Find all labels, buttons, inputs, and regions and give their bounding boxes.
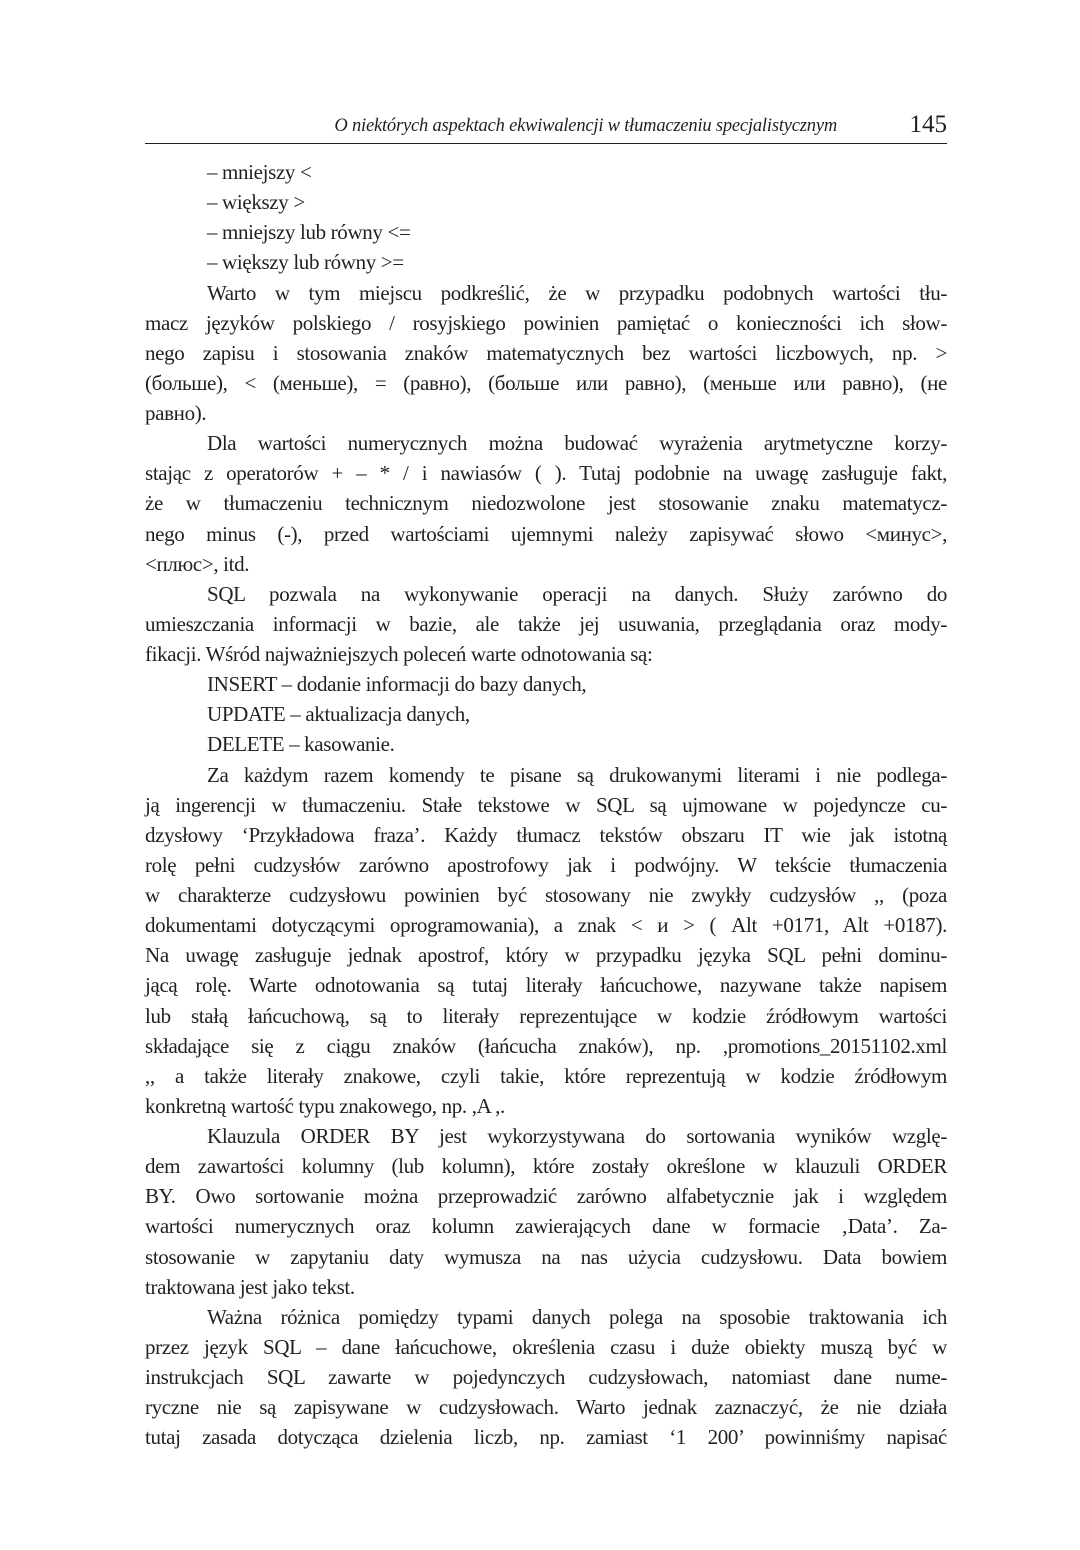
text-line: dem zawartości kolumny (lub kolumn), które zostały określone w klauzuli ORDER bbox=[145, 1154, 947, 1179]
page-body bbox=[145, 157, 947, 1452]
text-line: macz języków polskiego / rosyjskiego powinien pamiętać o konieczności ich słow- bbox=[145, 310, 947, 335]
text-line: <плюс>, itd. bbox=[145, 551, 250, 576]
text-line: fikacji. Wśród najważniejszych poleceń warte odnotowania są: bbox=[145, 642, 653, 666]
text-line: ,, a także literały znakowe, czyli takie, które reprezentują w kodzie źródłowym bbox=[145, 1063, 947, 1088]
text-line: wartości numerycznych oraz kolumn zawierających dane w formacie ‚Data’. Za- bbox=[145, 1214, 947, 1239]
text-line: – mniejszy < bbox=[207, 160, 312, 184]
list-item bbox=[145, 157, 947, 187]
text-line: że w tłumaczeniu technicznym niedozwolone jest stosowanie znaku matematycz- bbox=[145, 491, 947, 516]
text-line: Dla wartości numerycznych można budować wyrażenia arytmetyczne korzy- bbox=[207, 431, 947, 456]
text-line: Za każdym razem komendy te pisane są drukowanymi literami i nie podlega- bbox=[207, 762, 947, 787]
text-line: tutaj zasada dotycząca dzielenia liczb, np. zamiast ‘1 200’ powinniśmy napisać bbox=[145, 1425, 947, 1450]
paragraph bbox=[145, 1302, 947, 1453]
text-line: Na uwagę zasługuje jednak apostrof, który w przypadku języka SQL pełni dominu- bbox=[145, 943, 947, 968]
list-item bbox=[145, 217, 947, 247]
text-line: (больше), < (меньше), = (равно), (больше или равно), (меньше или равно), (не bbox=[145, 370, 947, 395]
text-line: BY. Owo sortowanie można przeprowadzić zarówno alfabetycznie jak i względem bbox=[145, 1184, 947, 1209]
text-line: Ważna różnica pomiędzy typami danych polega na sposobie traktowania ich bbox=[207, 1304, 947, 1329]
text-line: – większy > bbox=[207, 190, 305, 215]
paragraph bbox=[145, 579, 947, 669]
list-item bbox=[145, 247, 947, 277]
text-line: ryczne nie są zapisywane w cudzysłowach. Warto jednak zaznaczyć, że nie działa bbox=[145, 1395, 947, 1420]
text-line: stosowanie w zapytaniu daty wymusza na nas użycia cudzysłowu. Data bowiem bbox=[145, 1244, 947, 1269]
text-line: jącą rolę. Warte odnotowania są tutaj literały łańcuchowe, nazywane także napisem bbox=[145, 973, 947, 998]
list-item bbox=[145, 187, 947, 217]
paragraph bbox=[145, 428, 947, 579]
text-line: dzysłowy ‘Przykładowa fraza’. Każdy tłumacz tekstów obszaru IT wie jak istotną bbox=[145, 822, 947, 847]
text-line: nego minus (-), przed wartościami ujemnymi należy zapisywać słowo <минус>, bbox=[145, 521, 947, 546]
text-line: lub stałą łańcuchową, są to literały reprezentujące w kodzie źródłowym wartości bbox=[145, 1003, 947, 1028]
text-line: Warto w tym miejscu podkreślić, że w przypadku podobnych wartości tłu- bbox=[207, 280, 947, 305]
text-line: nego zapisu i stosowania znaków matematycznych bez wartości liczbowych, np. > bbox=[145, 340, 947, 365]
paragraph bbox=[145, 760, 947, 1122]
text-line: w charakterze cudzysłowu powinien być stosowany nie zwykły cudzysłów ,, (poza bbox=[145, 883, 947, 907]
list-item bbox=[145, 729, 947, 759]
text-line: DELETE – kasowanie. bbox=[207, 732, 395, 757]
page-number: 145 bbox=[909, 111, 947, 138]
paragraph bbox=[145, 1121, 947, 1302]
text-line: przez język SQL – dane łańcuchowe, określenia czasu i duże obiekty muszą być w bbox=[145, 1334, 947, 1359]
text-line: UPDATE – aktualizacja danych, bbox=[207, 702, 470, 727]
text-line: – mniejszy lub równy <= bbox=[207, 220, 411, 245]
text-line: rolę pełni cudzysłów zarówno apostrofowy jak i podwójny. W tekście tłumaczenia bbox=[145, 852, 947, 877]
text-line: dokumentami dotyczącymi oprogramowania), a znak < и > ( Alt +0171, Alt +0187). bbox=[145, 913, 947, 938]
text-line: traktowana jest jako tekst. bbox=[145, 1274, 355, 1299]
text-line: равно). bbox=[145, 401, 207, 425]
text-line: instrukcjach SQL zawarte w pojedynczych cudzysłowach, natomiast dane nume- bbox=[145, 1365, 947, 1389]
text-line: stając z operatorów + – * / i nawiasów ( ). Tutaj podobnie na uwagę zasługuje fakt, bbox=[145, 461, 947, 486]
text-line: Klauzula ORDER BY jest wykorzystywana do sortowania wyników wzglę- bbox=[207, 1124, 947, 1148]
text-line: SQL pozwala na wykonywanie operacji na danych. Służy zarówno do bbox=[207, 581, 947, 606]
text-line: – większy lub równy >= bbox=[207, 250, 404, 275]
running-header bbox=[145, 112, 947, 144]
running-title: O niektórych aspektach ekwiwalencji w tłumaczeniu specjalistycznym bbox=[334, 116, 837, 136]
list-item bbox=[145, 699, 947, 729]
paragraph bbox=[145, 278, 947, 429]
list-item bbox=[145, 669, 947, 699]
text-line: składające się z ciągu znaków (łańcucha znaków), np. ,promotions_20151102.xml bbox=[145, 1033, 947, 1058]
text-line: konkretną wartość typu znakowego, np. ,A ,. bbox=[145, 1093, 505, 1118]
text-line: umieszczania informacji w bazie, ale także jej usuwania, przeglądania oraz mody- bbox=[145, 611, 947, 636]
text-line: INSERT – dodanie informacji do bazy danych, bbox=[207, 672, 587, 697]
text-line: ją ingerencji w tłumaczeniu. Stałe tekstowe w SQL są ujmowane w pojedyncze cu- bbox=[145, 792, 947, 817]
